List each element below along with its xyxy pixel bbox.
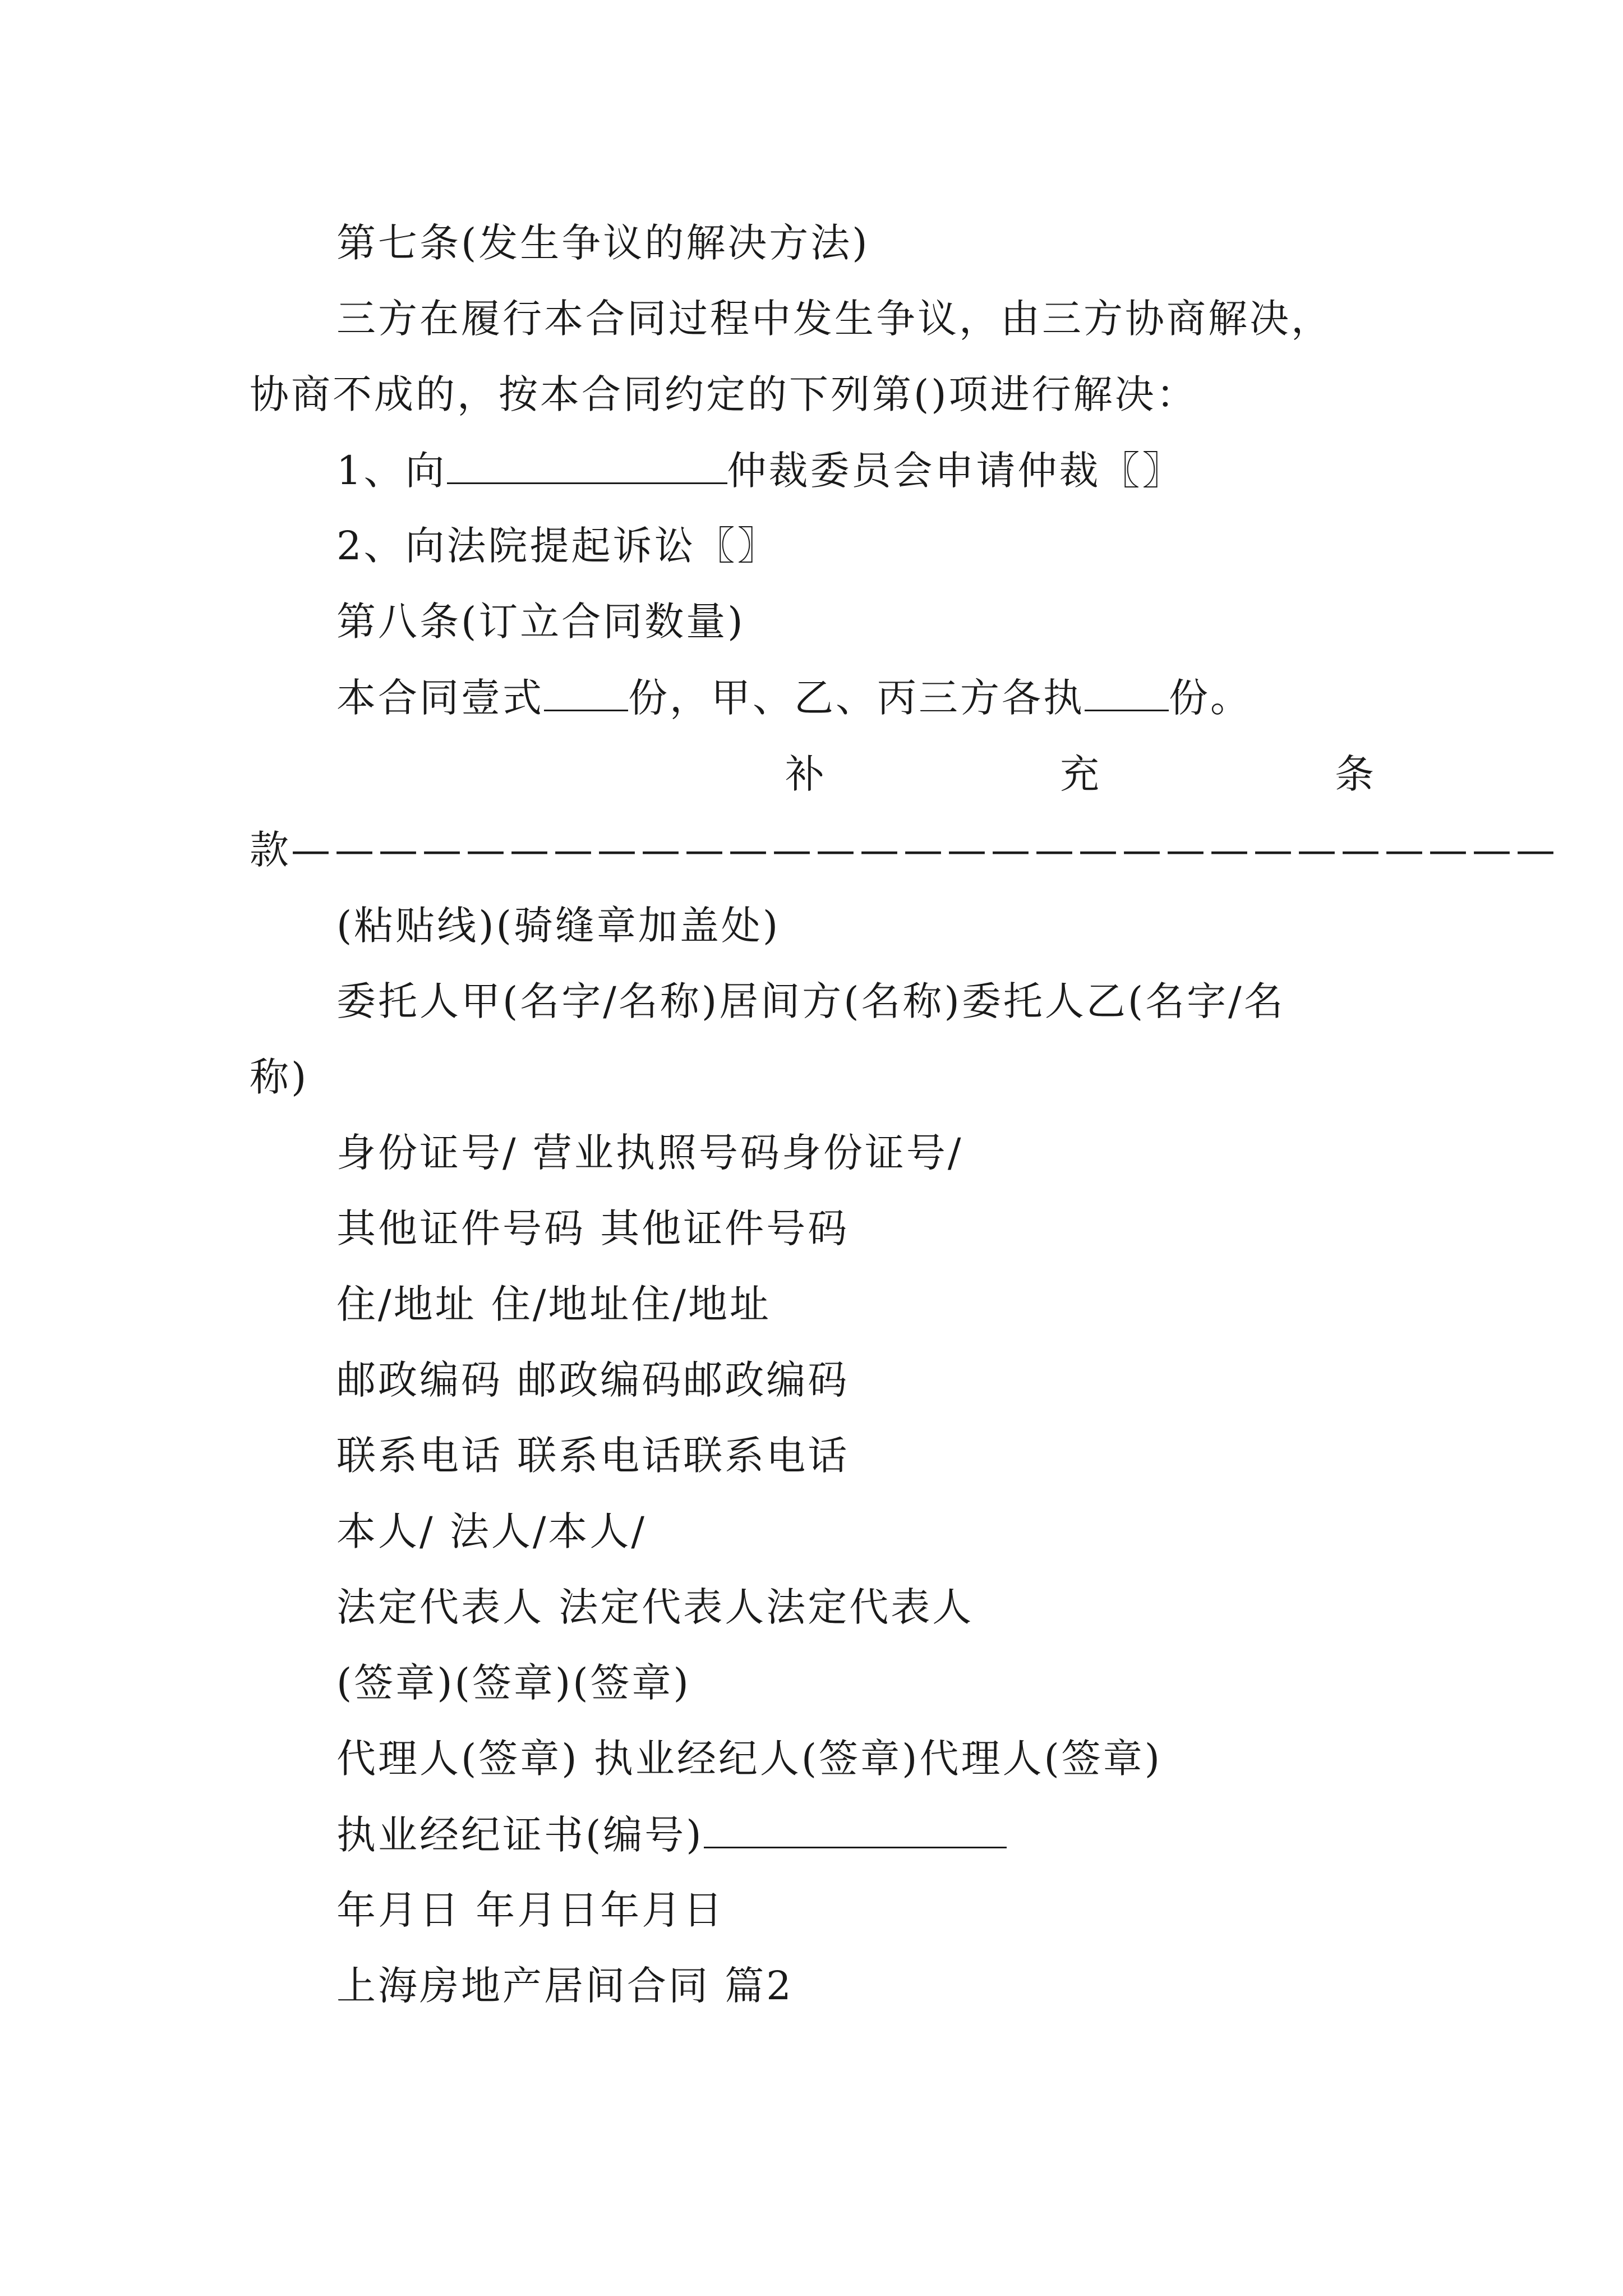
copies-each-blank <box>1085 669 1169 711</box>
article8-heading: 第八条(订立合同数量) <box>336 599 745 645</box>
postcode-line: 邮政编码 邮政编码邮政编码 <box>336 1357 850 1403</box>
phone-line: 联系电话 联系电话联系电话 <box>336 1433 850 1479</box>
article8-suffix: 份。 <box>1169 675 1252 721</box>
paste-line: (粘贴线)(骑缝章加盖处) <box>336 903 781 949</box>
supplement-char-3: 条 <box>1335 751 1374 797</box>
copies-total-blank <box>544 669 628 711</box>
supplement-dashes: ————————————————————————————— <box>291 827 1560 873</box>
article7-paragraph-line1: 三方在履行本合同过程中发生争议，由三方协商解决， <box>336 296 1332 342</box>
option1-prefix: 1、向 <box>336 448 447 494</box>
supplement-char-1: 补 <box>785 751 824 797</box>
agent-line: 代理人(签章) 执业经纪人(签章)代理人(签章) <box>336 1736 1163 1782</box>
other-id-line: 其他证件号码 其他证件号码 <box>336 1205 850 1251</box>
article8-copies-line <box>336 669 1252 726</box>
broker-cert-line <box>336 1806 1007 1863</box>
broker-cert-label: 执业经纪证书(编号) <box>336 1812 704 1858</box>
arbitration-blank <box>447 442 727 484</box>
self-line: 本人/ 法人/本人/ <box>336 1508 647 1554</box>
article7-heading: 第七条(发生争议的解决方法) <box>336 220 870 266</box>
option1-suffix: 仲裁委员会申请仲裁〖〗 <box>727 448 1184 494</box>
article7-paragraph-line2: 协商不成的，按本合同约定的下列第()项进行解决： <box>250 371 1198 417</box>
option2-line: 2、向法院提起诉讼〖〗 <box>336 523 779 569</box>
supplement-heading <box>785 746 1374 802</box>
parties-line1: 委托人甲(名字/名称)居间方(名称)委托人乙(名字/名 <box>336 978 1285 1024</box>
article8-middle: 份，甲、乙、丙三方各执 <box>628 675 1085 721</box>
date-line: 年月日 年月日年月日 <box>336 1887 725 1933</box>
parties-line2: 称) <box>250 1054 309 1100</box>
signature-line: (签章)(签章)(签章) <box>336 1660 691 1706</box>
article8-prefix: 本合同壹式 <box>336 675 544 721</box>
id-line: 身份证号/ 营业执照号码身份证号/ <box>336 1130 963 1176</box>
broker-cert-blank <box>704 1806 1007 1848</box>
supplement-dash-line <box>250 822 1560 878</box>
legal-rep-line: 法定代表人 法定代表人法定代表人 <box>336 1584 974 1630</box>
address-line: 住/地址 住/地址住/地址 <box>336 1281 772 1327</box>
next-contract-title: 上海房地产居间合同 篇2 <box>336 1963 794 2009</box>
option1-line <box>336 442 1184 499</box>
supplement-char-2: 充 <box>1060 751 1099 797</box>
supplement-last-char: 款 <box>250 827 291 873</box>
